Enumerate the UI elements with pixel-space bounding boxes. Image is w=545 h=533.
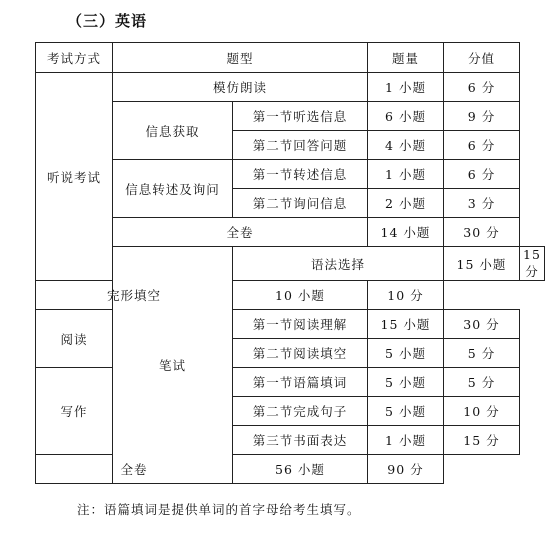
count-cell: 1 小题: [368, 160, 444, 189]
score-cell: 15 分: [520, 247, 545, 281]
total-label: 全卷: [36, 455, 233, 484]
subtype-cell: 第一节听选信息: [233, 102, 368, 131]
count-cell: 14 小题: [368, 218, 444, 247]
method-written: 笔试: [113, 247, 233, 484]
score-cell: 6 分: [444, 73, 520, 102]
count-cell: 5 小题: [368, 368, 444, 397]
score-cell: 30 分: [444, 310, 520, 339]
section-heading: （三）英语: [67, 12, 148, 30]
exam-structure-table: [35, 42, 545, 484]
total-label: 全卷: [113, 218, 368, 247]
type-grammar: 语法选择: [233, 247, 444, 281]
count-cell: 2 小题: [368, 189, 444, 218]
count-cell: 4 小题: [368, 131, 444, 160]
score-cell: 90 分: [368, 455, 444, 484]
subtype-cell: 第二节完成句子: [233, 397, 368, 426]
score-cell: 30 分: [444, 218, 520, 247]
header-method: 考试方式: [36, 43, 113, 73]
count-cell: 56 小题: [233, 455, 368, 484]
score-cell: 6 分: [444, 131, 520, 160]
table-row: [36, 160, 545, 189]
method-listening-speaking: 听说考试: [36, 73, 113, 281]
header-count: 题量: [368, 43, 444, 73]
table-row: [36, 310, 545, 339]
type-imitation-reading: 模仿朗读: [113, 73, 368, 102]
table-row: [36, 368, 545, 397]
table-row: [36, 102, 545, 131]
score-cell: 10 分: [444, 397, 520, 426]
count-cell: 5 小题: [368, 397, 444, 426]
subtype-cell: 第二节询问信息: [233, 189, 368, 218]
count-cell: 5 小题: [368, 339, 444, 368]
count-cell: 6 小题: [368, 102, 444, 131]
footnote: 注：语篇填词是提供单词的首字母给考生填写。: [77, 502, 361, 517]
table-row-total: [36, 455, 545, 484]
count-cell: 10 小题: [233, 281, 368, 310]
subtype-cell: 第三节书面表达: [233, 426, 368, 455]
count-cell: 1 小题: [368, 426, 444, 455]
header-row: [36, 43, 545, 73]
table-row: [36, 281, 545, 310]
table-row-total: [36, 218, 545, 247]
score-cell: 6 分: [444, 160, 520, 189]
type-writing: 写作: [36, 368, 113, 455]
subtype-cell: 第二节阅读填空: [233, 339, 368, 368]
table-row: [36, 247, 545, 281]
subtype-cell: 第一节语篇填词: [233, 368, 368, 397]
score-cell: 10 分: [368, 281, 444, 310]
header-type: 题型: [113, 43, 368, 73]
subtype-cell: 第二节回答问题: [233, 131, 368, 160]
type-cloze: 完形填空: [36, 281, 233, 310]
header-score: 分值: [444, 43, 520, 73]
score-cell: 3 分: [444, 189, 520, 218]
table-row: [36, 73, 545, 102]
score-cell: 5 分: [444, 368, 520, 397]
count-cell: 1 小题: [368, 73, 444, 102]
type-info-acquisition: 信息获取: [113, 102, 233, 160]
subtype-cell: 第一节转述信息: [233, 160, 368, 189]
score-cell: 9 分: [444, 102, 520, 131]
count-cell: 15 小题: [444, 247, 520, 281]
type-reading: 阅读: [36, 310, 113, 368]
type-info-relay: 信息转述及询问: [113, 160, 233, 218]
count-cell: 15 小题: [368, 310, 444, 339]
score-cell: 5 分: [444, 339, 520, 368]
subtype-cell: 第一节阅读理解: [233, 310, 368, 339]
score-cell: 15 分: [444, 426, 520, 455]
